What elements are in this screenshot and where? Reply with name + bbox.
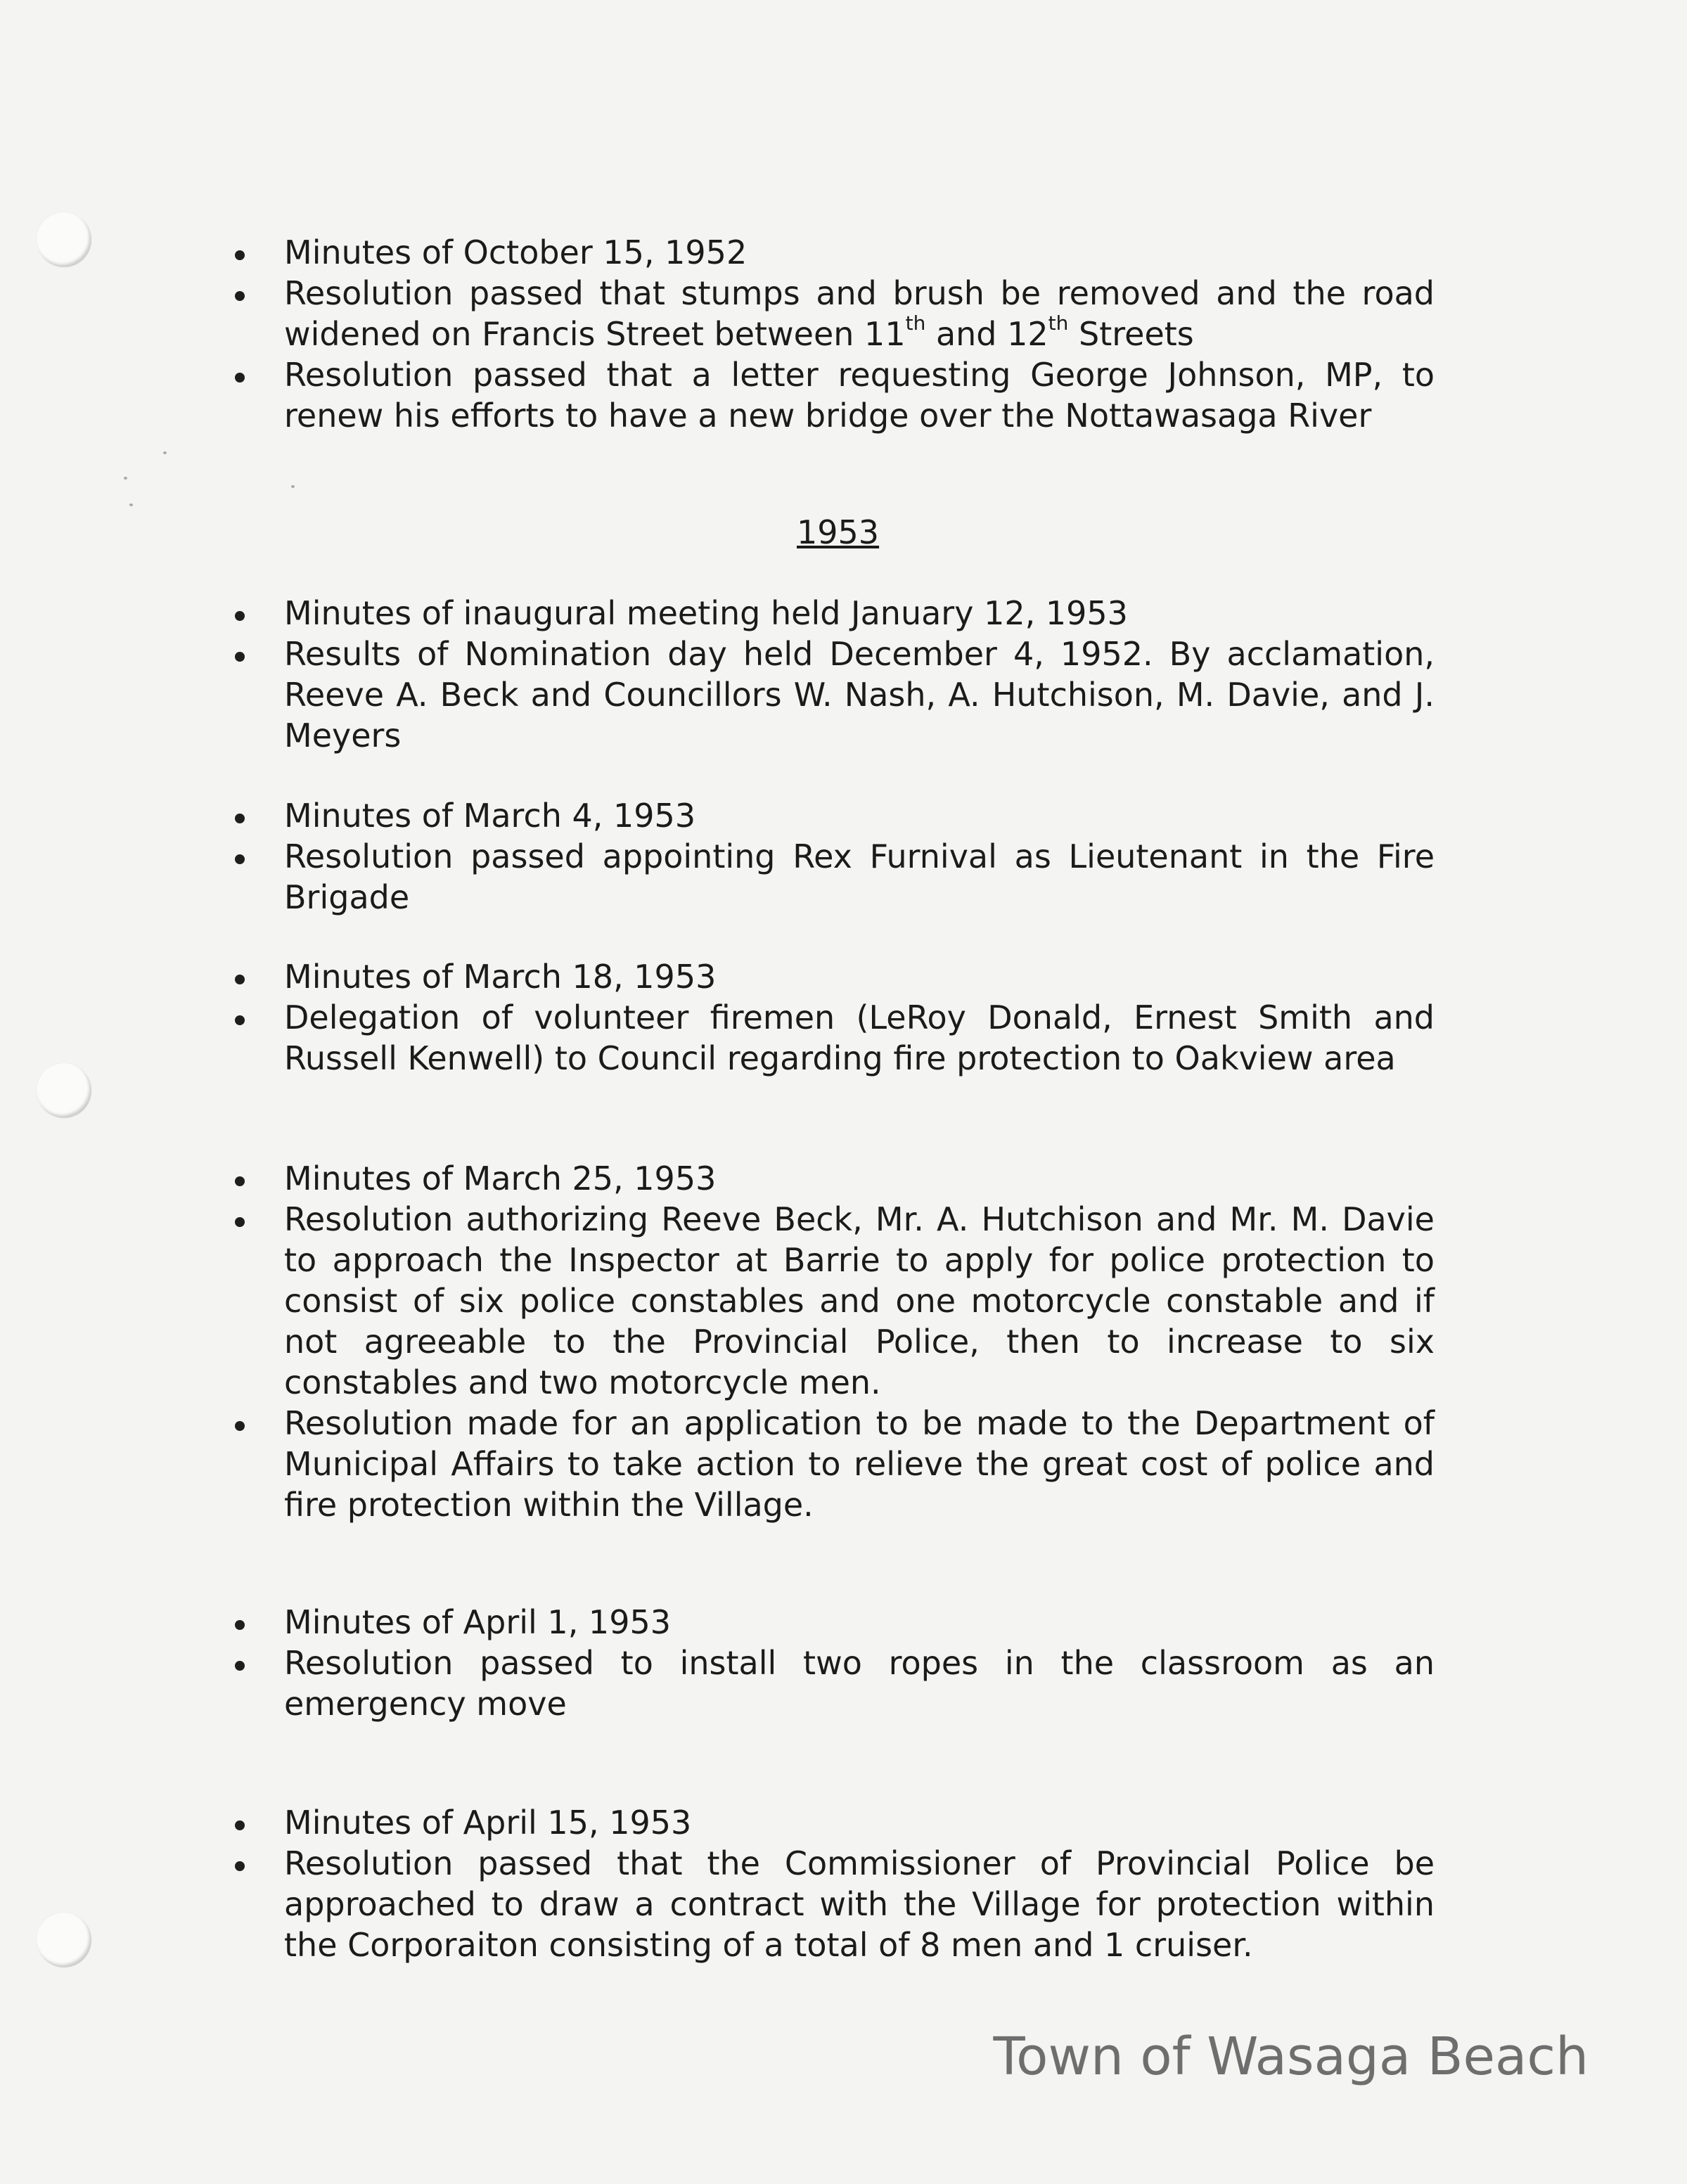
minutes-jan-12-1953 [225, 593, 1435, 756]
minutes-apr-1-1953 [225, 1602, 1435, 1724]
list-item: Minutes of April 15, 1953 [225, 1802, 1435, 1843]
speck [129, 503, 133, 506]
list-item: Minutes of October 15, 1952 [225, 232, 1435, 273]
minutes-apr-15-1953 [225, 1802, 1435, 1965]
list-item: Minutes of March 4, 1953 [225, 795, 1435, 836]
list-item: Minutes of March 18, 1953 [225, 956, 1435, 997]
punch-hole-top [37, 212, 91, 267]
year-heading: 1953 [797, 513, 880, 551]
list-item: Resolution passed to install two ropes in the classroom as an emergency move [225, 1643, 1435, 1724]
list-item: Resolution passed that the Commissioner of Provincial Police be approached to draw a contract with the Village for protection within the Corporaiton consisting of a total of 8 men and 1 cruiser. [225, 1843, 1435, 1965]
watermark: Town of Wasaga Beach [993, 2026, 1589, 2087]
list-item: Resolution passed that a letter requesting George Johnson, MP, to renew his efforts to have a new bridge over the Nottawasaga River [225, 354, 1435, 436]
list-item: Results of Nomination day held December 4, 1952. By acclamation, Reeve A. Beck and Councillors W. Nash, A. Hutchison, M. Davie, and J. Meyers [225, 634, 1435, 756]
punch-hole-bottom [37, 1913, 91, 1967]
speck [291, 485, 295, 488]
list-item: Delegation of volunteer firemen (LeRoy Donald, Ernest Smith and Russell Kenwell) to Council regarding fire protection to Oakview area [225, 997, 1435, 1079]
minutes-mar-4-1953 [225, 795, 1435, 918]
speck [124, 477, 127, 480]
speck [163, 451, 167, 454]
list-item: Minutes of March 25, 1953 [225, 1158, 1435, 1199]
list-item: Resolution passed that stumps and brush be removed and the road widened on Francis Street between 11th and 12th Streets [225, 273, 1435, 354]
list-item: Resolution authorizing Reeve Beck, Mr. A. Hutchison and Mr. M. Davie to approach the Inspector at Barrie to apply for police protection to consist of six police constables and one motorcycle constable and if not agreeable to the Provincial Police, then to increase to six constables and two motorcycle men. [225, 1199, 1435, 1403]
list-item: Minutes of inaugural meeting held January 12, 1953 [225, 593, 1435, 634]
minutes-mar-25-1953 [225, 1158, 1435, 1525]
minutes-mar-18-1953 [225, 956, 1435, 1079]
punch-hole-middle [37, 1063, 91, 1118]
minutes-oct-15-1952 [225, 232, 1435, 436]
list-item: Resolution made for an application to be made to the Department of Municipal Affairs to take action to relieve the great cost of police and fire protection within the Village. [225, 1403, 1435, 1525]
list-item: Resolution passed appointing Rex Furnival as Lieutenant in the Fire Brigade [225, 836, 1435, 918]
list-item: Minutes of April 1, 1953 [225, 1602, 1435, 1643]
